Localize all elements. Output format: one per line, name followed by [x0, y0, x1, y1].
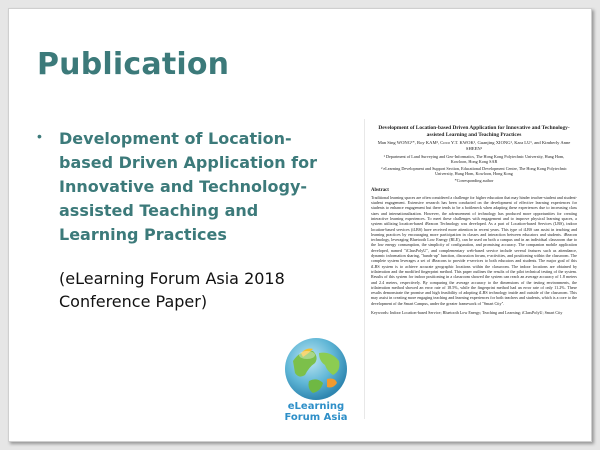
globe-icon — [279, 331, 353, 403]
slide-title: Publication — [37, 47, 230, 82]
elearning-forum-asia-logo — [279, 331, 353, 427]
slide — [8, 8, 592, 442]
paper-keywords: Keywords: Indoor Location-based Service; Bluetooth Low Energy; Teaching and Learning; iClassPolyU; Smart City — [371, 310, 563, 316]
paper-title: Development of Location-based Driven Application for Innovative and Technology-assisted Learning and Teaching Practices — [378, 125, 570, 138]
bullet-dot-icon: • — [37, 128, 42, 144]
paper-affiliation-1: ¹ Department of Land Surveying and Geo-Informatics, The Hong Kong Polytechnic University, Hung Hom, Kowloon, Hong Kong SAR — [383, 153, 565, 165]
conference-note: (eLearning Forum Asia 2018 Conference Paper) — [59, 269, 285, 311]
bullet-item — [37, 127, 337, 247]
logo-line-2: Forum Asia — [284, 412, 348, 423]
paper-corresponding-author: *Corresponding author — [454, 178, 494, 184]
paper-affiliation-2: ² eLearning Development and Support Section, Educational Development Centre, The Hong Kong Polytechnic University, Hung Hom, Kowloon, Hong Kong — [381, 165, 567, 176]
paper-authors: Man Sing WONG¹*, Roy KAM², Coco Y.T. KWOK¹, Guanjing XIONG¹, Kara LU¹, and Kimberly Anne SHEEN¹ — [377, 140, 571, 151]
bullet-text: Development of Location-based Driven Application for Innovative and Technology-assisted Teaching and Learning Practices — [59, 129, 318, 244]
paper-preview — [364, 119, 583, 419]
paper-abstract-heading: Abstract — [371, 187, 389, 193]
logo-line-1: eLearning — [287, 401, 345, 412]
paper-abstract: Traditional learning spaces are often considered a challenge for higher education that may hinder teacher-student and student-student engagement. Extensive research has been conducted on the development of effective learning experiences for students to enhance engagement but there tends to be a bottleneck when adapting these experiences due to increasing class sizes and internationalization. However, the advancement of technology has produced more opportunities for creating interactive learning experiences. To meet these challenges with engagement and to improve physical learning spaces, a system utilizing location-based iBeacon Technology was developed. As a part of Location-based Services (LBS), indoor location-based services (iLBS) have received more attention in recent years. This type of iLBS can assist in teaching and learning practices by encouraging more participation in classes and interaction between educators and students. iBeacon technology, leveraging Bluetooth Low Energy (BLE), can be used on both a campus and in an individual classroom due to the low energy consumption, the simplicity of configuration, and promising accuracy. The companion mobile application developed, named "iClassPolyU", and complementary web-based service include several features such as attendance, dynamic information sharing, "hands-up" function, discussion forum, e-activities, and positioning within the classroom. The complete system leverages a set of iBeacons to provide e-services to both educators and students. The major goal of this iLBS system is to achieve accurate geographic locations within the classroom. The indoor locations are obtained by trilateration and the modified fingerprint method. This paper outlines the results of the pilot technical testing of the system. Results of this system for indoor positioning in a classroom showed the system can reach an average accuracy of 1.8 meters and 2.4 meters, respectively. By comparing the average accuracy to the dimensions of the testing environments, the trilateration method showed an error rate of 18.5%, while the fingerprint method had an error rate of only 11.2%. These results demonstrate the promise and high feasibility of adopting iLBS technology inside and outside of the classroom. This may assist in creating more engaging teaching and learning experiences for both teachers and students, which is a core to the development of the Smart Campus, under the greater framework of "Smart City". — [371, 194, 577, 306]
